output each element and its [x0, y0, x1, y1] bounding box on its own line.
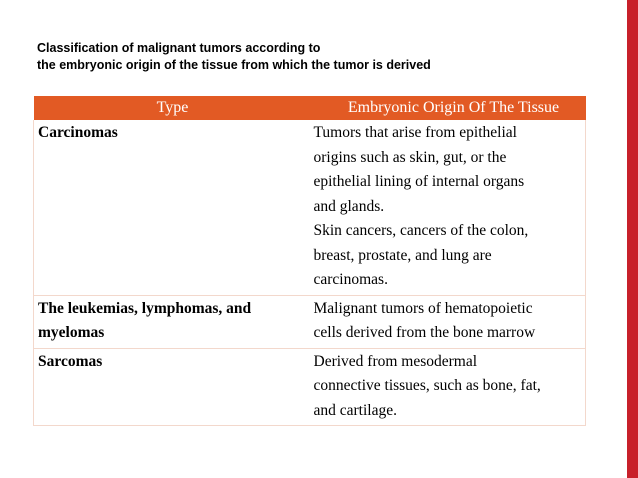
type-text: The leukemias, lymphomas, and — [38, 299, 252, 317]
table-header-row — [34, 96, 586, 120]
origin-line: epithelial lining of internal organs — [313, 173, 525, 190]
table-row — [34, 348, 586, 426]
caption-line-1: Classification of malignant tumors according to — [37, 41, 321, 55]
origin-line: carcinomas. — [313, 271, 388, 288]
origin-line: Derived from mesodermal — [313, 352, 478, 370]
origin-cell — [312, 348, 586, 426]
type-text: Sarcomas — [38, 352, 103, 370]
classification-table — [33, 96, 586, 426]
header-embryonic-origin: Embryonic Origin Of The Tissue — [312, 96, 586, 120]
type-text: myelomas — [38, 324, 105, 341]
origin-line: and cartilage. — [313, 401, 397, 419]
origin-line: Skin cancers, cancers of the colon, — [313, 222, 529, 239]
caption-line-2: the embryonic origin of the tissue from which the tumor is derived — [37, 58, 431, 72]
origin-line: and glands. — [313, 197, 385, 215]
origin-cell — [312, 295, 586, 348]
slide-caption — [37, 40, 431, 74]
origin-line: connective tissues, such as bone, fat, — [313, 377, 541, 394]
type-cell — [34, 120, 312, 295]
slide-accent-bar — [627, 0, 638, 478]
table-row — [34, 120, 586, 295]
origin-line: Malignant tumors of hematopoietic — [313, 299, 533, 317]
origin-line: Tumors that arise from epithelial — [313, 124, 517, 141]
header-type: Type — [34, 96, 312, 120]
type-cell — [34, 348, 312, 426]
origin-cell — [312, 120, 586, 295]
type-text: Carcinomas — [38, 124, 118, 141]
red-accent-strip — [627, 0, 638, 478]
table-row — [34, 295, 586, 348]
origin-line: cells derived from the bone marrow — [313, 324, 536, 341]
origin-line: breast, prostate, and lung are — [313, 246, 492, 264]
origin-line: origins such as skin, gut, or the — [313, 148, 507, 166]
type-cell — [34, 295, 312, 348]
